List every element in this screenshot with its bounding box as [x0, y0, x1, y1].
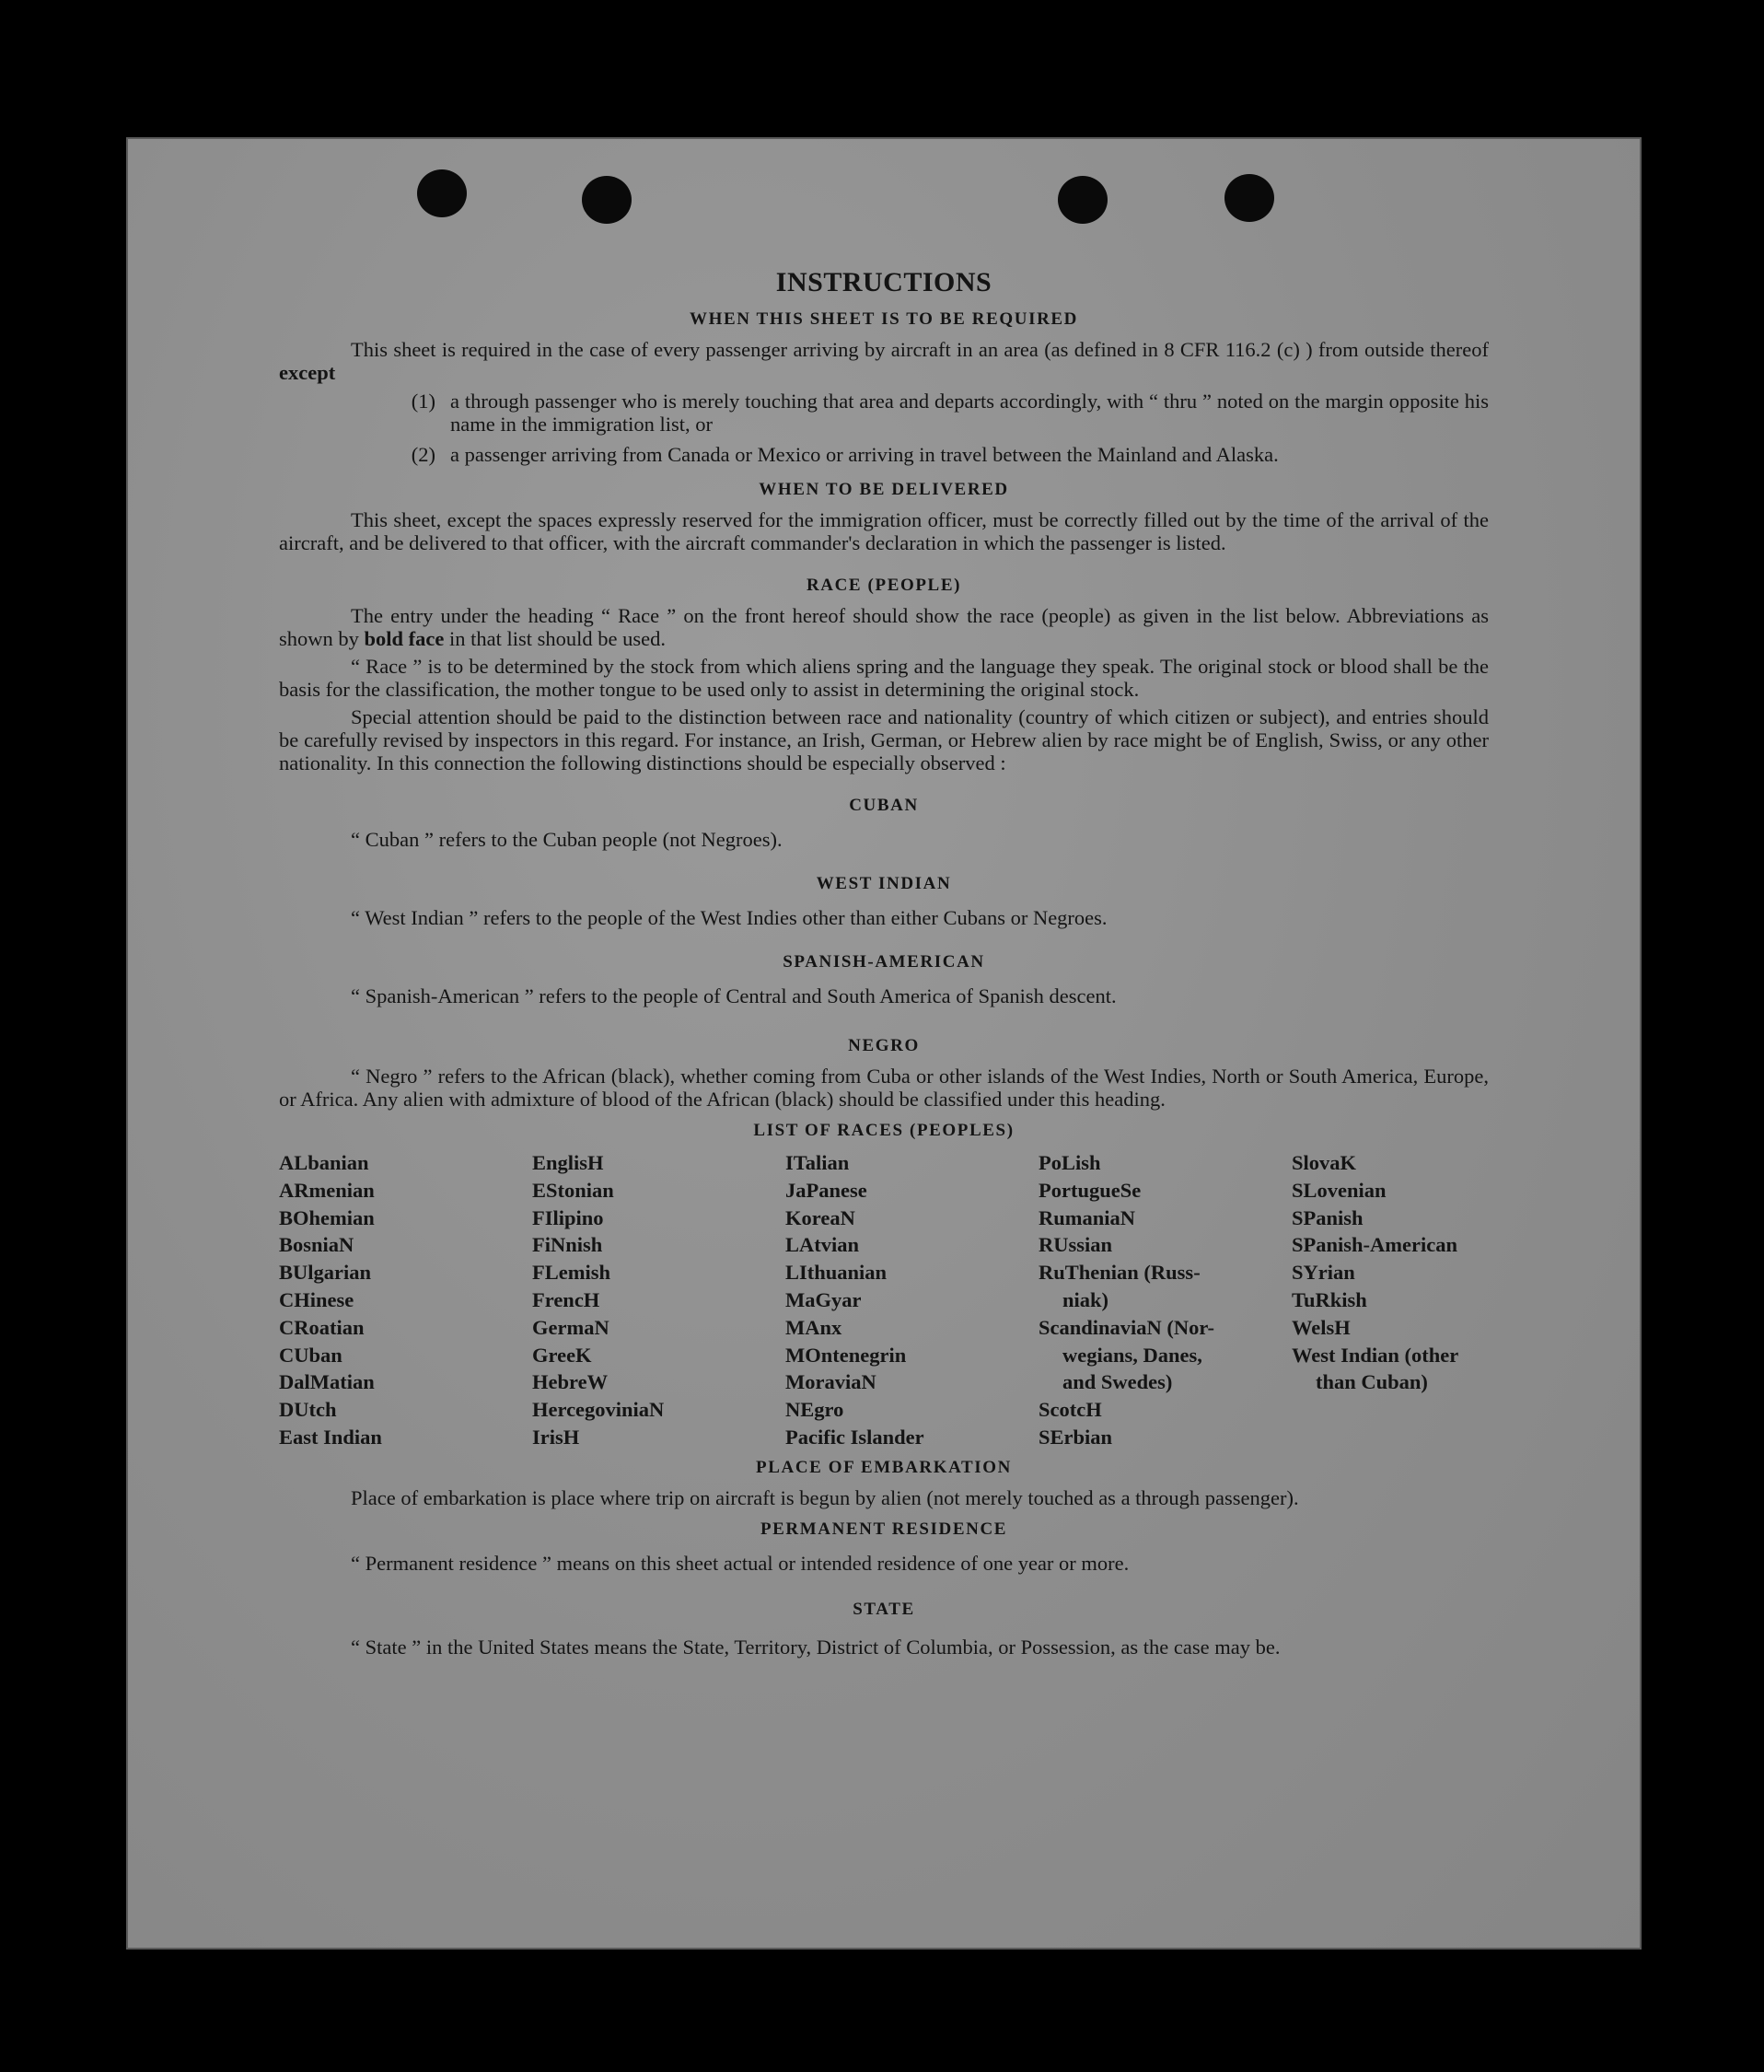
- race-entry: FrencH: [532, 1287, 600, 1311]
- race-entry: EStonian: [532, 1178, 614, 1202]
- punch-hole-3: [1058, 176, 1108, 224]
- race-entry: EnglisH: [532, 1151, 604, 1174]
- state-definition: “ State ” in the United States means the State, Territory, District of Columbia, or Possession, as the case may be.: [351, 1635, 1281, 1659]
- heading-permanent-residence: PERMANENT RESIDENCE: [760, 1519, 1008, 1539]
- race-entry: DUtch: [279, 1398, 337, 1422]
- race-entry: BUlgarian: [279, 1261, 372, 1285]
- when-delivered-text: This sheet, except the spaces expressly reserved for the immigration officer, must be correctly filled out by the time of the arrival of the aircraft, and be delivered to that officer, with the aircraft commander's declaration in which the passenger is listed.: [279, 508, 1489, 554]
- races-column-1: [279, 1149, 532, 1451]
- heading-when-required: WHEN THIS SHEET IS TO BE REQUIRED: [689, 309, 1079, 329]
- race-paragraph-3: Special attention should be paid to the distinction between race and nationality (country of which citizen or subject), and entries should be carefully revised by inspectors in this regard. For instance, an Irish, German, or Hebrew alien by race might be of English, Swiss, or any other nationality. In this connection the following distinctions should be especially observed :: [279, 705, 1489, 774]
- race-entry: ScandinaviaN (Nor-: [1039, 1315, 1215, 1339]
- heading-negro: NEGRO: [848, 1036, 920, 1055]
- race-entry: SPanish: [1292, 1205, 1364, 1229]
- race-entry: JaPanese: [785, 1178, 867, 1202]
- race-entry: WelsH: [1292, 1315, 1351, 1339]
- race-entry: SlovaK: [1292, 1151, 1357, 1174]
- exception-item-2: (2) a passenger arriving from Canada or Mexico or arriving in travel between the Mainland and Alaska.: [411, 443, 1279, 466]
- race-entry: IrisH: [532, 1425, 580, 1449]
- heading-west-indian: WEST INDIAN: [816, 874, 952, 893]
- race-entry: LAtvian: [785, 1233, 860, 1257]
- race-entry: NEgro: [785, 1398, 844, 1422]
- races-column-2: [532, 1149, 785, 1451]
- race-entry: SYrian: [1292, 1261, 1355, 1285]
- race-entry: MAnx: [785, 1315, 842, 1339]
- race-entry: RumaniaN: [1039, 1205, 1136, 1229]
- race-entry: BosniaN: [279, 1233, 354, 1257]
- document-sheet: [126, 137, 1642, 1950]
- punch-hole-1: [417, 169, 467, 217]
- race-entry: ARmenian: [279, 1178, 375, 1202]
- race-entry: SLovenian: [1292, 1178, 1387, 1202]
- race-entry: Pacific Islander: [785, 1425, 924, 1449]
- heading-state: STATE: [853, 1599, 915, 1619]
- race-entry: RuThenian (Russ-: [1039, 1261, 1201, 1285]
- race-entry: ALbanian: [279, 1151, 369, 1174]
- race-entry: LIthuanian: [785, 1261, 888, 1285]
- races-column-4: [1039, 1149, 1292, 1451]
- race-entry: FiNnish: [532, 1233, 603, 1257]
- race-entry: ScotcH: [1039, 1398, 1102, 1422]
- west-indian-definition: “ West Indian ” refers to the people of the West Indies other than either Cubans or Negroes.: [351, 906, 1108, 929]
- heading-list-of-races: LIST OF RACES (PEOPLES): [753, 1121, 1015, 1140]
- race-entry: CUban: [279, 1343, 342, 1367]
- heading-spanish-american: SPANISH-AMERICAN: [783, 952, 985, 972]
- race-entry: wegians, Danes,: [1062, 1343, 1202, 1367]
- embarkation-definition: Place of embarkation is place where trip on aircraft is begun by alien (not merely touched as a through passenger).: [351, 1485, 1299, 1509]
- race-entry: MaGyar: [785, 1287, 862, 1311]
- race-entry: niak): [1062, 1287, 1109, 1311]
- exception-item-1: (1) a through passenger who is merely touching that area and departs accordingly, with “ thru ” noted on the margin opposite his name in the immigration list, or: [411, 390, 1489, 436]
- race-entry: East Indian: [279, 1425, 382, 1449]
- heading-cuban: CUBAN: [849, 796, 919, 815]
- race-entry: MoraviaN: [785, 1370, 876, 1394]
- race-entry: GreeK: [532, 1343, 592, 1367]
- race-entry: and Swedes): [1062, 1370, 1173, 1394]
- races-column-5: [1292, 1149, 1503, 1451]
- spanish-american-definition: “ Spanish-American ” refers to the people of Central and South America of Spanish descent.: [351, 984, 1117, 1007]
- heading-when-delivered: WHEN TO BE DELIVERED: [759, 480, 1009, 499]
- residence-definition: “ Permanent residence ” means on this sheet actual or intended residence of one year or more.: [351, 1551, 1130, 1575]
- race-entry: GermaN: [532, 1315, 609, 1339]
- race-entry: HercegoviniaN: [532, 1398, 665, 1422]
- negro-definition: “ Negro ” refers to the African (black), whether coming from Cuba or other islands of the West Indies, North or South America, Europe, or Africa. Any alien with admixture of blood of the African (black) should be classified under this heading.: [279, 1065, 1489, 1111]
- when-required-intro: This sheet is required in the case of every passenger arriving by aircraft in an area (as defined in 8 CFR 116.2 (c) ) from outside thereof except: [279, 338, 1489, 384]
- race-entry: HebreW: [532, 1370, 609, 1394]
- race-entry: ITalian: [785, 1151, 850, 1174]
- race-entry: TuRkish: [1292, 1287, 1367, 1311]
- race-entry: FIlipino: [532, 1205, 604, 1229]
- race-entry: KoreaN: [785, 1205, 855, 1229]
- race-entry: PoLish: [1039, 1151, 1101, 1174]
- race-entry: MOntenegrin: [785, 1343, 907, 1367]
- race-entry: CRoatian: [279, 1315, 365, 1339]
- race-entry: RUssian: [1039, 1233, 1113, 1257]
- race-entry: than Cuban): [1316, 1370, 1428, 1394]
- race-entry: SErbian: [1039, 1425, 1113, 1449]
- instructions-content: [279, 266, 1489, 1662]
- race-entry: SPanish-American: [1292, 1233, 1457, 1257]
- race-entry: West Indian (other: [1292, 1343, 1459, 1367]
- race-entry: PortugueSe: [1039, 1178, 1142, 1202]
- race-entry: CHinese: [279, 1287, 354, 1311]
- cuban-definition: “ Cuban ” refers to the Cuban people (not Negroes).: [351, 828, 783, 851]
- races-list: [279, 1149, 1489, 1451]
- race-entry: FLemish: [532, 1261, 611, 1285]
- punch-hole-4: [1224, 174, 1274, 222]
- heading-race: RACE (PEOPLE): [806, 576, 962, 595]
- race-paragraph-1: The entry under the heading “ Race ” on the front hereof should show the race (people) as given in the list below. Abbreviations as shown by bold face in that list should be used.: [279, 604, 1489, 650]
- race-entry: BOhemian: [279, 1205, 375, 1229]
- punch-hole-2: [582, 176, 632, 224]
- race-paragraph-2: “ Race ” is to be determined by the stock from which aliens spring and the language they speak. The original stock or blood shall be the basis for the classification, the mother tongue to be used only to assist in determining the original stock.: [279, 655, 1489, 701]
- page-title: INSTRUCTIONS: [775, 267, 992, 297]
- races-column-3: [785, 1149, 1039, 1451]
- race-entry: DalMatian: [279, 1370, 375, 1394]
- heading-embarkation: PLACE OF EMBARKATION: [756, 1457, 1012, 1477]
